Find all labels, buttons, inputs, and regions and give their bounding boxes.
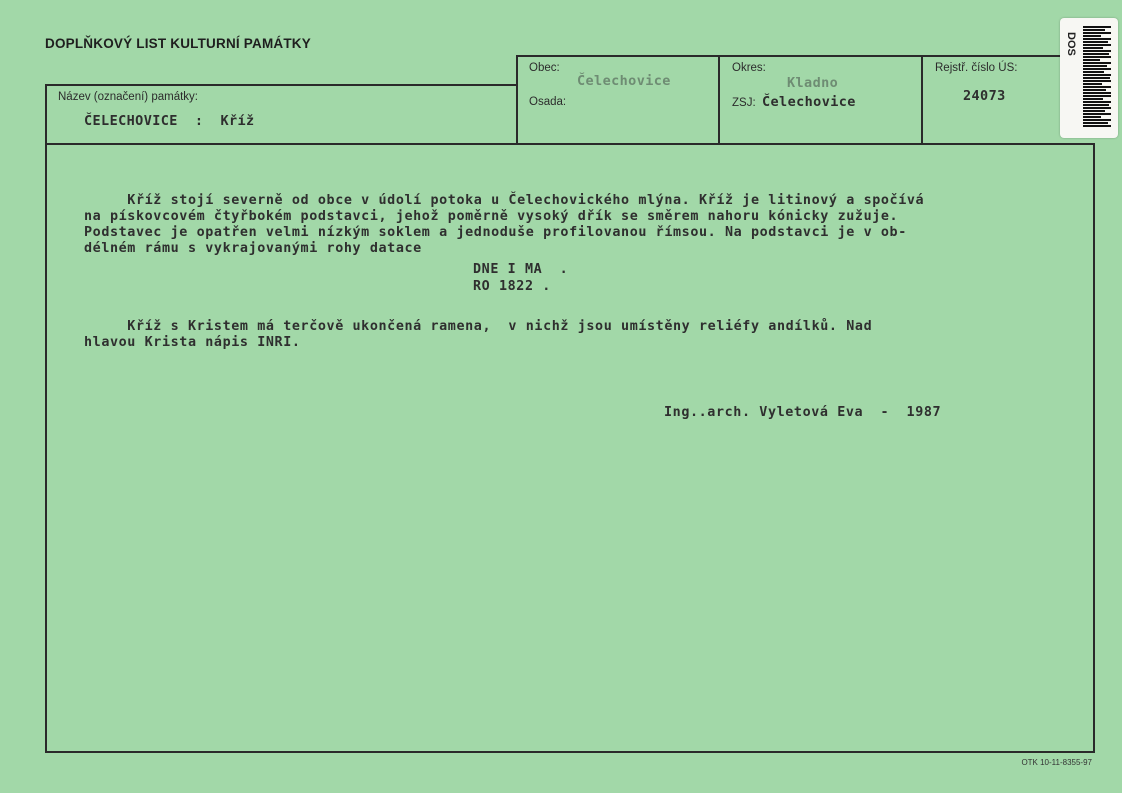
divider	[921, 55, 923, 144]
okres-label: Okres:	[732, 62, 766, 74]
zsj-value: Čelechovice	[762, 94, 856, 110]
rejstr-value: 24073	[963, 88, 1006, 104]
divider	[45, 84, 47, 144]
divider	[718, 55, 720, 144]
divider	[516, 55, 1060, 57]
description-line: Kříž s Kristem má terčově ukončená ramena, v nichž jsou umístěny reliéfy andílků. Nad	[84, 319, 873, 334]
description-line: hlavou Krista nápis INRI.	[84, 335, 301, 350]
zsj-label: ZSJ:	[732, 97, 756, 109]
barcode-label: DOS	[1065, 32, 1077, 56]
obec-value: Čelechovice	[577, 73, 671, 89]
divider	[516, 55, 518, 144]
description-line: délném rámu s vykrajovanými rohy datace	[84, 241, 422, 256]
date-inscription-line: DNE I MA .	[473, 262, 569, 277]
barcode-sticker	[1060, 18, 1118, 138]
signature: Ing..arch. Vyletová Eva - 1987	[664, 405, 942, 420]
form-heading: DOPLŇKOVÝ LIST KULTURNÍ PAMÁTKY	[45, 36, 311, 51]
name-value: ČELECHOVICE : Kříž	[84, 113, 255, 129]
divider	[45, 143, 47, 752]
description-line: Kříž stojí severně od obce v údolí potoka u Čelechovického mlýna. Kříž je litinový a spočívá	[84, 193, 925, 208]
divider	[45, 143, 1095, 145]
divider	[1093, 143, 1095, 752]
form-code: OTK 10-11-8355-97	[1021, 758, 1092, 767]
divider	[45, 751, 1095, 753]
okres-value: Kladno	[787, 75, 839, 91]
obec-label: Obec:	[529, 62, 560, 74]
name-label: Název (označení) památky:	[58, 91, 198, 103]
barcode-icon	[1083, 26, 1113, 130]
rejstr-label: Rejstř. číslo ÚS:	[935, 62, 1018, 74]
osada-label: Osada:	[529, 96, 567, 108]
description-line: Podstavec je opatřen velmi nízkým soklem a jednoduše profilovanou římsou. Na podstavci je v ob-	[84, 225, 907, 240]
description-line: na pískovcovém čtyřbokém podstavci, jehož poměrně vysoký dřík se směrem nahoru kónicky zužuje.	[84, 209, 899, 224]
date-inscription-line: RO 1822 .	[473, 279, 551, 294]
divider	[45, 84, 517, 86]
